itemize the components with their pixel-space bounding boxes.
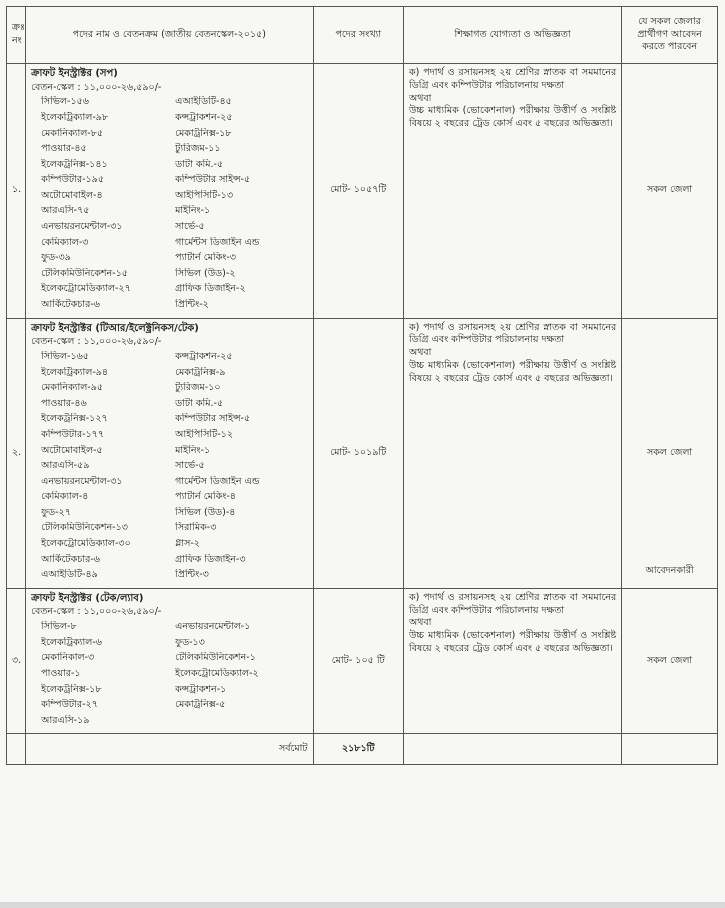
- header-post-count: পদের সংখ্যা: [313, 7, 403, 64]
- post-title: ক্রাফট ইনস্ট্রাক্টর (টিআর/ইলেক্ট্রনিকস/টেক): [31, 322, 199, 334]
- subject-item: কম্পিউটার সাইন্স-৫: [175, 174, 251, 186]
- subject-item: ইলেকট্রোমেডিক্যাল-৩০: [41, 538, 131, 550]
- subject-item: সিভিল (উড)-২: [175, 267, 236, 279]
- subject-item: প্রিন্টিং-৩: [175, 569, 209, 581]
- subject-item: পাওয়ার-৪৫: [41, 143, 87, 155]
- subject-item: ফুড-২৭: [41, 506, 71, 518]
- subject-list: [31, 96, 307, 314]
- subject-item: কেমিক্যাল-৪: [41, 491, 89, 503]
- subject-item: এনভায়রনমেন্টাল-৩১: [41, 221, 123, 233]
- subject-item: অটোমোবাইল-৪: [41, 189, 103, 201]
- post-title: ক্রাফট ইনস্ট্রাক্টর (সপ): [31, 68, 118, 79]
- row-eligible-district: [622, 318, 718, 588]
- header-qualification: শিক্ষাগত যোগ্যতা ও অভিজ্ঞতা: [404, 7, 622, 64]
- pay-scale: বেতন-স্কেল : ১১,০০০-২৬,৫৯০/-: [31, 606, 162, 618]
- grand-total-label: সর্বমোট: [26, 734, 313, 765]
- row-qualification: ক) পদার্থ ও রসায়নসহ ২য় শ্রেণির স্নাতক বা সমমানের ডিগ্রি এবং কম্পিউটার পরিচালনায় দক্ষতা অথবা উচ্চ মাধ্যমিক (ভোকেশনাল) পরীক্ষায় উত্তীর্ণ ও সংশ্লিষ্ট বিষয়ে ২ বছরের ট্রেড কোর্স এবং ৫ বছরের অভিজ্ঞতা।: [404, 64, 622, 319]
- subject-list: [31, 621, 307, 730]
- subject-item: কন্সট্রাকশন-২৫: [175, 350, 233, 362]
- subject-item: মেকানিক্যাল-৮৫: [41, 127, 104, 139]
- row-qualification: ক) পদার্থ ও রসায়নসহ ২য় শ্রেণির স্নাতক বা সমমানের ডিগ্রি এবং কম্পিউটার পরিচালনায় দক্ষতা অথবা উচ্চ মাধ্যমিক (ভোকেশনাল) পরীক্ষায় উত্তীর্ণ ও সংশ্লিষ্ট বিষয়ে ২ বছরের ট্রেড কোর্স এবং ৫ বছরের অভিজ্ঞতা।: [404, 588, 622, 733]
- row-serial: ১.: [7, 64, 26, 319]
- header-serial: ক্রঃ নং: [7, 7, 26, 64]
- header-eligible-district: যে সকল জেলার প্রার্থীগণ আবেদন করতে পারবেন: [622, 7, 718, 64]
- row-serial: ৩.: [7, 588, 26, 733]
- subject-item: এআইডিটি-৪৫: [175, 96, 232, 108]
- district-text: সকল জেলা: [646, 184, 693, 196]
- table-row: [7, 64, 718, 319]
- subject-item: ইলেকট্রোমেডিক্যাল-২: [175, 667, 259, 679]
- total-empty-district: [622, 734, 718, 765]
- subject-item: আইপিসিটি-১৩: [175, 189, 234, 201]
- subject-item: সার্ভে-৫: [175, 460, 205, 472]
- subject-item: আইপিসিটি-১২: [175, 428, 234, 440]
- pay-scale: বেতন-স্কেল : ১১,০০০-২৬,৫৯০/-: [31, 81, 162, 93]
- subject-item: পাওয়ার-১: [41, 667, 81, 679]
- subject-list: [31, 351, 307, 585]
- subject-item: সার্ভে-৫: [175, 221, 205, 233]
- district-note: আবেদনকারী: [645, 565, 694, 577]
- subject-item: কেমিক্যাল-৩: [41, 236, 89, 248]
- row-qualification: ক) পদার্থ ও রসায়নসহ ২য় শ্রেণির স্নাতক বা সমমানের ডিগ্রি এবং কম্পিউটার পরিচালনায় দক্ষতা অথবা উচ্চ মাধ্যমিক (ভোকেশনাল) পরীক্ষায় উত্তীর্ণ ও সংশ্লিষ্ট বিষয়ে ২ বছরের ট্রেড কোর্স এবং ৫ বছরের অভিজ্ঞতা।: [404, 318, 622, 588]
- subject-item: সিভিল (উড)-৪: [175, 506, 236, 518]
- row-post-details: [26, 588, 313, 733]
- subject-item: মাইনিং-১: [175, 205, 211, 217]
- subject-item: ইলেকট্রিক্যাল-৬: [41, 636, 102, 648]
- recruitment-table: [6, 6, 718, 765]
- subject-item: ট্যুরিজম-১১: [175, 143, 221, 155]
- subject-item: গার্মেন্টস ডিজাইন এন্ড: [175, 236, 260, 248]
- row-eligible-district: [622, 64, 718, 319]
- subject-item: সিরামিক-৩: [175, 522, 217, 534]
- pay-scale: বেতন-স্কেল : ১১,০০০-২৬,৫৯০/-: [31, 336, 162, 348]
- subject-item: আরএসি-৭৫: [41, 205, 90, 217]
- subject-item: মেকানিক্যাল-৯৫: [41, 382, 104, 394]
- subject-item: টেলিকমিউনিকেশন-১৫: [41, 267, 128, 279]
- subject-item: ইলেকট্রিক্যাল-৯৮: [41, 111, 109, 123]
- subject-item: কন্সট্রাকশন-১: [175, 683, 227, 695]
- subject-item: কন্সট্রাকশন-২৫: [175, 111, 233, 123]
- subject-item: সিভিল-৮: [41, 621, 77, 633]
- row-serial: ২.: [7, 318, 26, 588]
- subject-item: পাওয়ার-৪৬: [41, 397, 87, 409]
- table-header-row: [7, 7, 718, 64]
- subject-item: ফুড-৩৯: [41, 252, 71, 264]
- subject-item: প্যাটার্ন মেকিং-৪: [175, 491, 236, 503]
- subject-item: ইলেকট্রনিক্স-১৪১: [41, 158, 108, 170]
- row-eligible-district: [622, 588, 718, 733]
- subject-item: টেলিকমিউনিকেশন-১: [175, 652, 256, 664]
- total-empty-serial: [7, 734, 26, 765]
- subject-item: ইলেকট্রনিক্স-১২৭: [41, 413, 108, 425]
- subject-item: এআইডিটি-৪৯: [41, 569, 98, 581]
- subject-item: কম্পিউটার-১৭৭: [41, 428, 105, 440]
- subject-item: ফুড-১৩: [175, 636, 205, 648]
- table-row: [7, 588, 718, 733]
- grand-total-value: ২১৮১টি: [313, 734, 403, 765]
- subject-item: আরএসি-৫৯: [41, 460, 90, 472]
- subject-item: গ্রাফিক ডিজাইন-৩: [175, 553, 246, 565]
- subject-item: গ্লাস-২: [175, 538, 200, 550]
- total-empty-qualification: [404, 734, 622, 765]
- subject-item: কম্পিউটার-২৭: [41, 699, 98, 711]
- subject-item: এনভায়রনমেন্টাল-১: [175, 621, 251, 633]
- subject-item: অটোমোবাইল-৫: [41, 444, 103, 456]
- subject-item: [175, 715, 307, 731]
- subject-item: টেলিকমিউনিকেশন-১৩: [41, 522, 128, 534]
- subject-item: ইলেকট্রনিক্স-১৮: [41, 683, 102, 695]
- district-text: সকল জেলা: [646, 446, 693, 458]
- subject-item: ইলেকট্রিক্যাল-৯৪: [41, 366, 109, 378]
- subject-item: গার্মেন্টস ডিজাইন এন্ড: [175, 475, 260, 487]
- subject-item: কম্পিউটার-১৯৫: [41, 174, 105, 186]
- subject-item: আর্কিটেকচার-৬: [41, 299, 100, 311]
- row-post-count: মোট- ১০৫ টি: [313, 588, 403, 733]
- row-post-details: [26, 318, 313, 588]
- subject-item: ট্যুরিজম-১০: [175, 382, 221, 394]
- district-text: সকল জেলা: [646, 654, 693, 666]
- subject-item: ডাটা কমি.-৫: [175, 397, 224, 409]
- row-post-count: মোট- ১০৫৭টি: [313, 64, 403, 319]
- subject-item: ইলেকট্রোমেডিক্যাল-২৭: [41, 283, 131, 295]
- subject-item: মাইনিং-১: [175, 444, 211, 456]
- grand-total-row: [7, 734, 718, 765]
- row-post-details: [26, 64, 313, 319]
- subject-item: মেকাট্রনিক্স-৫: [175, 699, 226, 711]
- subject-item: প্যাটার্ন মেকিং-৩: [175, 252, 236, 264]
- scan-edge: [0, 902, 725, 908]
- subject-item: মেকাট্রনিক্স-১৮: [175, 127, 232, 139]
- subject-item: প্রিন্টিং-২: [175, 299, 209, 311]
- header-post-name: পদের নাম ও বেতনক্রম (জাতীয় বেতনস্কেল-২০১৫): [26, 7, 313, 64]
- subject-item: ডাটা কমি.-৫: [175, 158, 224, 170]
- subject-item: গ্রাফিক ডিজাইন-২: [175, 283, 246, 295]
- subject-item: সিভিল-১৬৫: [41, 350, 89, 362]
- subject-item: মেকানিকাল-৩: [41, 652, 95, 664]
- row-post-count: মোট- ১০১৯টি: [313, 318, 403, 588]
- subject-item: আর্কিটেকচার-৬: [41, 553, 100, 565]
- table-row: [7, 318, 718, 588]
- subject-item: এনভায়রনমেন্টাল-৩১: [41, 475, 123, 487]
- subject-item: সিভিল-১৫৬: [41, 96, 89, 108]
- subject-item: মেকাট্রনিক্স-৯: [175, 366, 226, 378]
- post-title: ক্রাফট ইনস্ট্রাক্টর (টেক/ল্যাব): [31, 592, 144, 604]
- subject-item: কম্পিউটার সাইন্স-৫: [175, 413, 251, 425]
- subject-item: আরএসি-১৯: [41, 714, 90, 726]
